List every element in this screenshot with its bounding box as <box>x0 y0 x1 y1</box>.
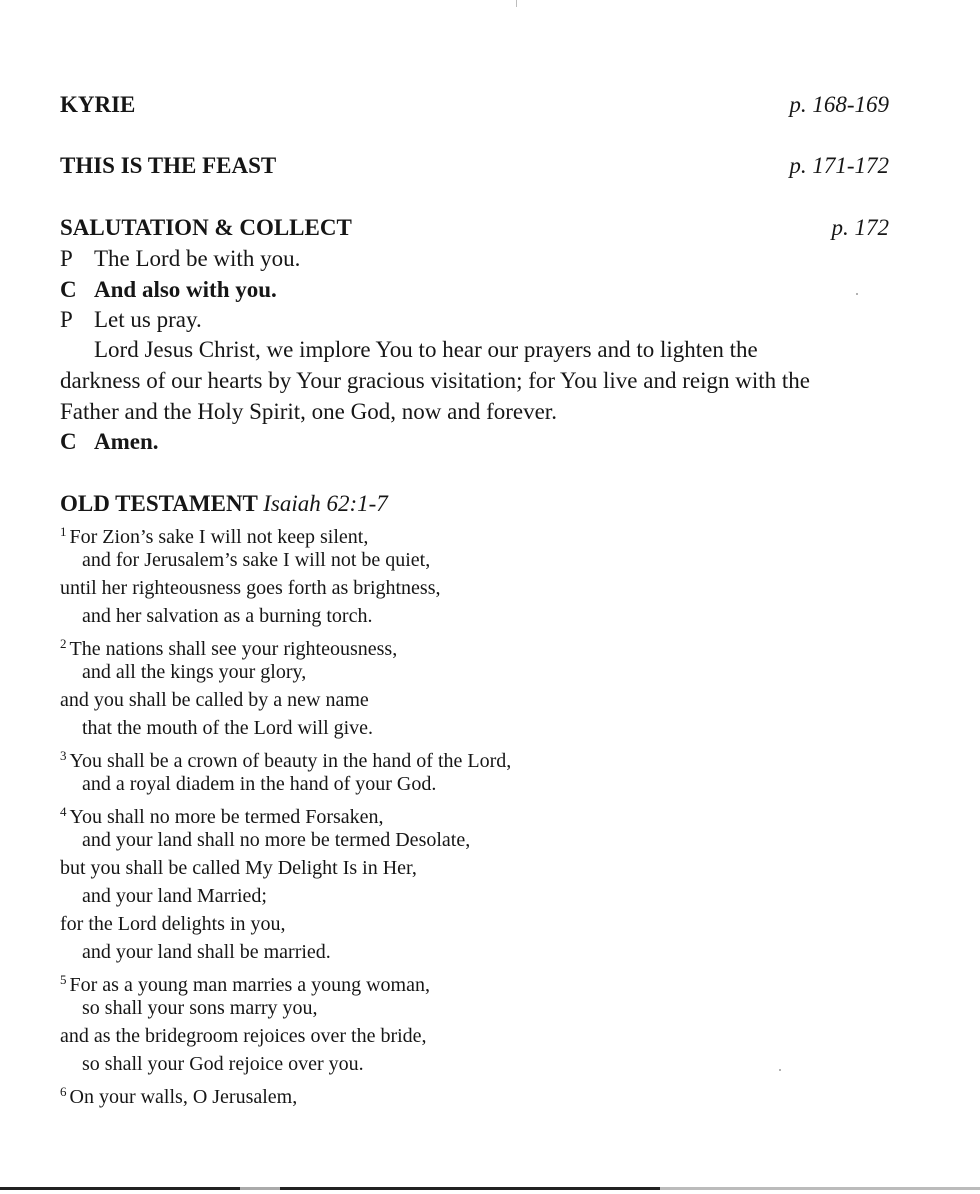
verse-text: so shall your sons marry you, <box>82 997 318 1019</box>
verse-text-container <box>82 713 373 743</box>
verse-text-container <box>82 825 470 855</box>
verse-line <box>0 573 980 603</box>
verse-text: and a royal diadem in the hand of your God. <box>82 773 437 795</box>
verse-line <box>0 881 980 911</box>
verse-line <box>0 769 980 799</box>
verse-line <box>0 657 980 687</box>
verse-line <box>0 629 980 659</box>
verse-line <box>0 1021 980 1051</box>
verse-text: for the Lord delights in you, <box>60 913 286 935</box>
verse-text: and for Jerusalem’s sake I will not be quiet, <box>82 549 431 571</box>
exchange-line <box>0 305 980 335</box>
verse-text: For as a young man marries a young woman, <box>69 974 430 996</box>
verse-text-container <box>82 881 267 911</box>
section-old-testament <box>0 489 980 519</box>
verse-text-container <box>82 545 430 575</box>
verse-text-container <box>82 1049 364 1079</box>
verse-text: You shall be a crown of beauty in the hand of the Lord, <box>69 750 512 772</box>
exchange-text: Let us pray. <box>94 307 202 332</box>
scan-speck <box>856 293 858 295</box>
collect-text: Father and the Holy Spirit, one God, now and forever. <box>60 399 557 424</box>
verse-text-container <box>60 1077 297 1112</box>
verse-text-container <box>60 909 286 939</box>
verse-text: and her salvation as a burning torch. <box>82 605 373 627</box>
verse-text: until her righteousness goes forth as brightness, <box>60 577 441 599</box>
verse-text: and you shall be called by a new name <box>60 689 369 711</box>
collect-line <box>0 366 980 396</box>
role-marker: P <box>60 246 73 271</box>
verse-line <box>0 1049 980 1079</box>
salutation-heading: SALUTATION & COLLECT <box>60 215 352 240</box>
verse-line <box>0 993 980 1023</box>
section-feast <box>0 151 980 181</box>
verse-number: 2 <box>60 636 67 651</box>
verse-text-container <box>82 657 306 687</box>
verse-line <box>0 937 980 967</box>
verse-text-container <box>82 993 318 1023</box>
exchange-text: The Lord be with you. <box>94 246 301 271</box>
section-kyrie <box>0 90 980 120</box>
exchange-line <box>0 244 980 274</box>
collect-line <box>0 335 980 365</box>
verse-text-container <box>60 573 441 603</box>
amen-text: Amen. <box>94 429 159 454</box>
exchange-line <box>0 275 980 305</box>
verse-text-container <box>60 1021 427 1051</box>
verse-line <box>0 825 980 855</box>
verse-text-container <box>60 853 417 883</box>
old-testament-title: OLD TESTAMENT <box>60 491 258 516</box>
salutation-page-ref: p. 172 <box>831 215 889 240</box>
role-marker: C <box>60 277 77 302</box>
verse-text: that the mouth of the Lord will give. <box>82 717 374 739</box>
exchange-text: And also with you. <box>94 277 277 302</box>
verse-text: but you shall be called My Delight Is in Her, <box>60 857 417 879</box>
verse-number: 3 <box>60 748 67 763</box>
verse-text-container <box>60 685 369 715</box>
verse-text: and as the bridegroom rejoices over the bride, <box>60 1025 427 1047</box>
verse-text-container <box>82 601 372 631</box>
collect-text: Lord Jesus Christ, we implore You to hear our prayers and to lighten the <box>94 337 758 362</box>
collect-line <box>0 397 980 427</box>
kyrie-page-ref: p. 168-169 <box>789 92 889 117</box>
verse-text: You shall no more be termed Forsaken, <box>69 806 384 828</box>
role-marker: C <box>60 429 77 454</box>
verse-line <box>0 965 980 995</box>
verse-text: so shall your God rejoice over you. <box>82 1053 364 1075</box>
feast-heading: THIS IS THE FEAST <box>60 153 277 178</box>
verse-line <box>0 741 980 771</box>
kyrie-heading: KYRIE <box>60 92 136 117</box>
verse-number: 4 <box>60 804 67 819</box>
scan-bottom-rule <box>0 1187 980 1190</box>
verse-line <box>0 545 980 575</box>
verse-line <box>0 713 980 743</box>
verse-line <box>0 685 980 715</box>
verse-number: 5 <box>60 972 67 987</box>
verse-text-container <box>82 937 331 967</box>
verse-text: The nations shall see your righteousness, <box>69 638 398 660</box>
verse-text: and your land Married; <box>82 885 267 907</box>
scripture-reference: Isaiah 62:1-7 <box>263 491 388 516</box>
verse-line <box>0 601 980 631</box>
verse-line <box>0 909 980 939</box>
role-marker: P <box>60 307 73 332</box>
scan-speck <box>779 1069 781 1071</box>
verse-line <box>0 797 980 827</box>
verse-text: and your land shall be married. <box>82 941 331 963</box>
verse-line <box>0 853 980 883</box>
feast-page-ref: p. 171-172 <box>789 153 889 178</box>
scan-top-mark <box>516 0 517 7</box>
old-testament-heading <box>60 489 388 519</box>
section-salutation <box>0 213 980 243</box>
verse-text: On your walls, O Jerusalem, <box>69 1086 298 1108</box>
verse-line <box>0 517 980 547</box>
verse-line <box>0 1077 980 1107</box>
verse-number: 1 <box>60 524 67 539</box>
amen-line <box>0 427 980 457</box>
verse-number: 6 <box>60 1084 67 1099</box>
verse-text-container <box>82 769 436 799</box>
verse-text: For Zion’s sake I will not keep silent, <box>69 526 369 548</box>
collect-text: darkness of our hearts by Your gracious visitation; for You live and reign with the <box>60 368 810 393</box>
verse-text: and your land shall no more be termed Desolate, <box>82 829 471 851</box>
verse-text: and all the kings your glory, <box>82 661 307 683</box>
